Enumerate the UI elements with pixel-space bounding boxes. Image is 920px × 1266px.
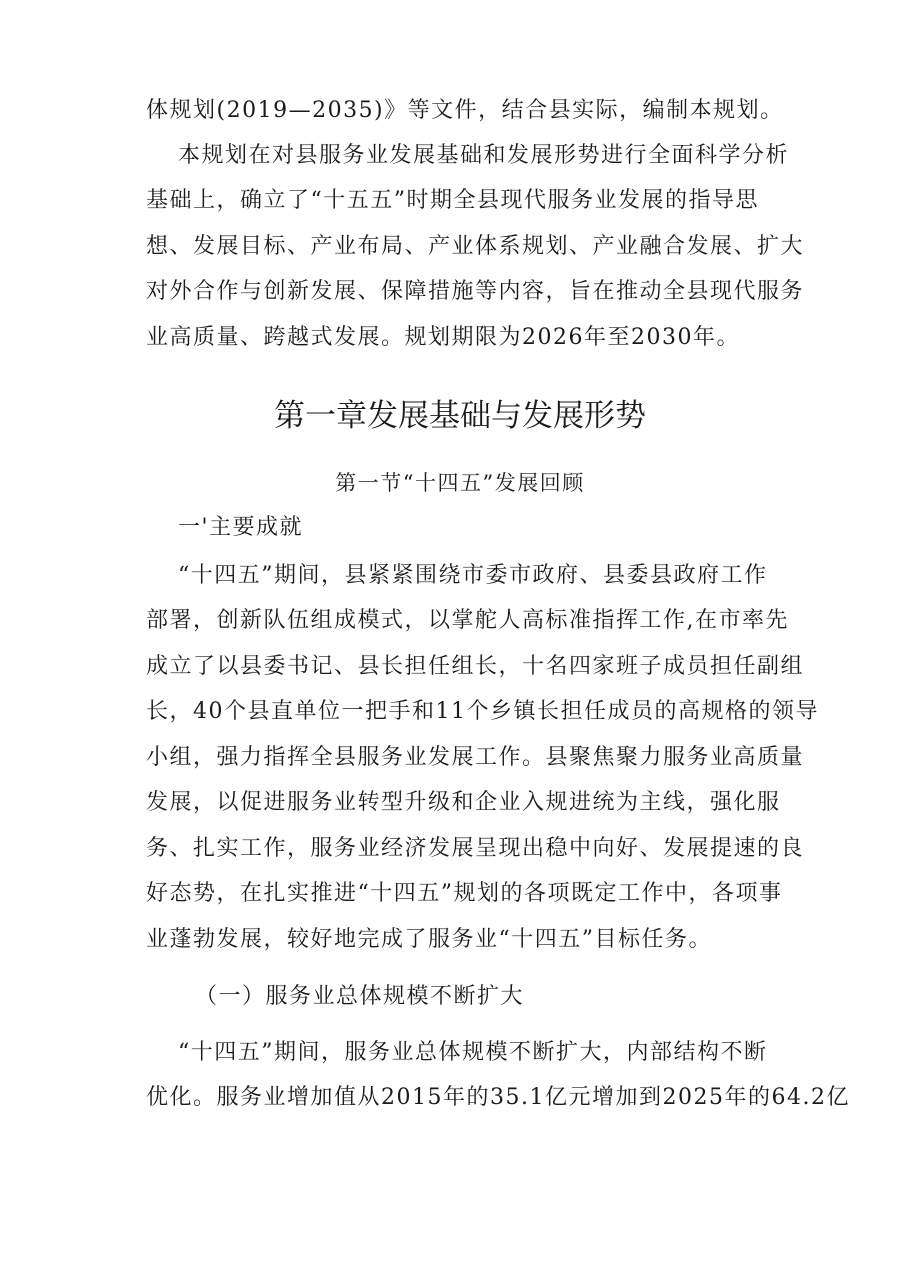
text-line: 体规划(2019—2035)》等文件，结合县实际，编制本规划。	[146, 98, 784, 123]
text-line: 小组，强力指挥全县服务业发展工作。县聚焦聚力服务业高质量	[146, 745, 805, 770]
text-line: 好态势，在扎实推进“十四五”规划的各项既定工作中，各项事	[146, 881, 783, 906]
text-line: 优化。服务业增加值从2015年的35.1亿元增加到2025年的64.2亿	[146, 1085, 850, 1110]
text-line: 长，40个县直单位一把手和11个乡镇长担任成员的高规格的领导	[146, 699, 819, 724]
subheading: （一）服务业总体规模不断扩大	[195, 984, 525, 1009]
section-title: 第一节“十四五”发展回顾	[335, 471, 585, 495]
text-line: 想、发展目标、产业布局、产业体系规划、产业融合发展、扩大	[146, 234, 805, 259]
text-line: 业蓬勃发展，较好地完成了服务业“十四五”目标任务。	[146, 927, 712, 952]
text-line: 业高质量、跨越式发展。规划期限为2026年至2030年。	[146, 325, 740, 350]
text-line: 对外合作与创新发展、保障措施等内容，旨在推动全县现代服务	[146, 279, 805, 304]
text-line: 本规划在对县服务业发展基础和发展形势进行全面科学分析	[178, 143, 790, 168]
text-line: 务、扎实工作，服务业经济发展呈现出稳中向好、发展提速的良	[146, 836, 805, 861]
text-line: “十四五”期间，县紧紧围绕市委市政府、县委县政府工作	[178, 563, 768, 588]
text-line: 成立了以县委书记、县长担任组长，十名四家班子成员担任副组	[146, 654, 805, 679]
text-line: 发展，以促进服务业转型升级和企业入规进统为主线，强化服	[146, 790, 781, 815]
text-line: 基础上，确立了“十五五”时期全县现代服务业发展的指导思	[146, 188, 759, 213]
subheading: 一'主要成就	[178, 515, 304, 540]
text-line: “十四五”期间，服务业总体规模不断扩大，内部结构不断	[178, 1040, 768, 1065]
text-line: 部署，创新队伍组成模式，以掌舵人高标准指挥工作,在市率先	[146, 608, 789, 633]
chapter-title: 第一章发展基础与发展形势	[274, 398, 646, 434]
